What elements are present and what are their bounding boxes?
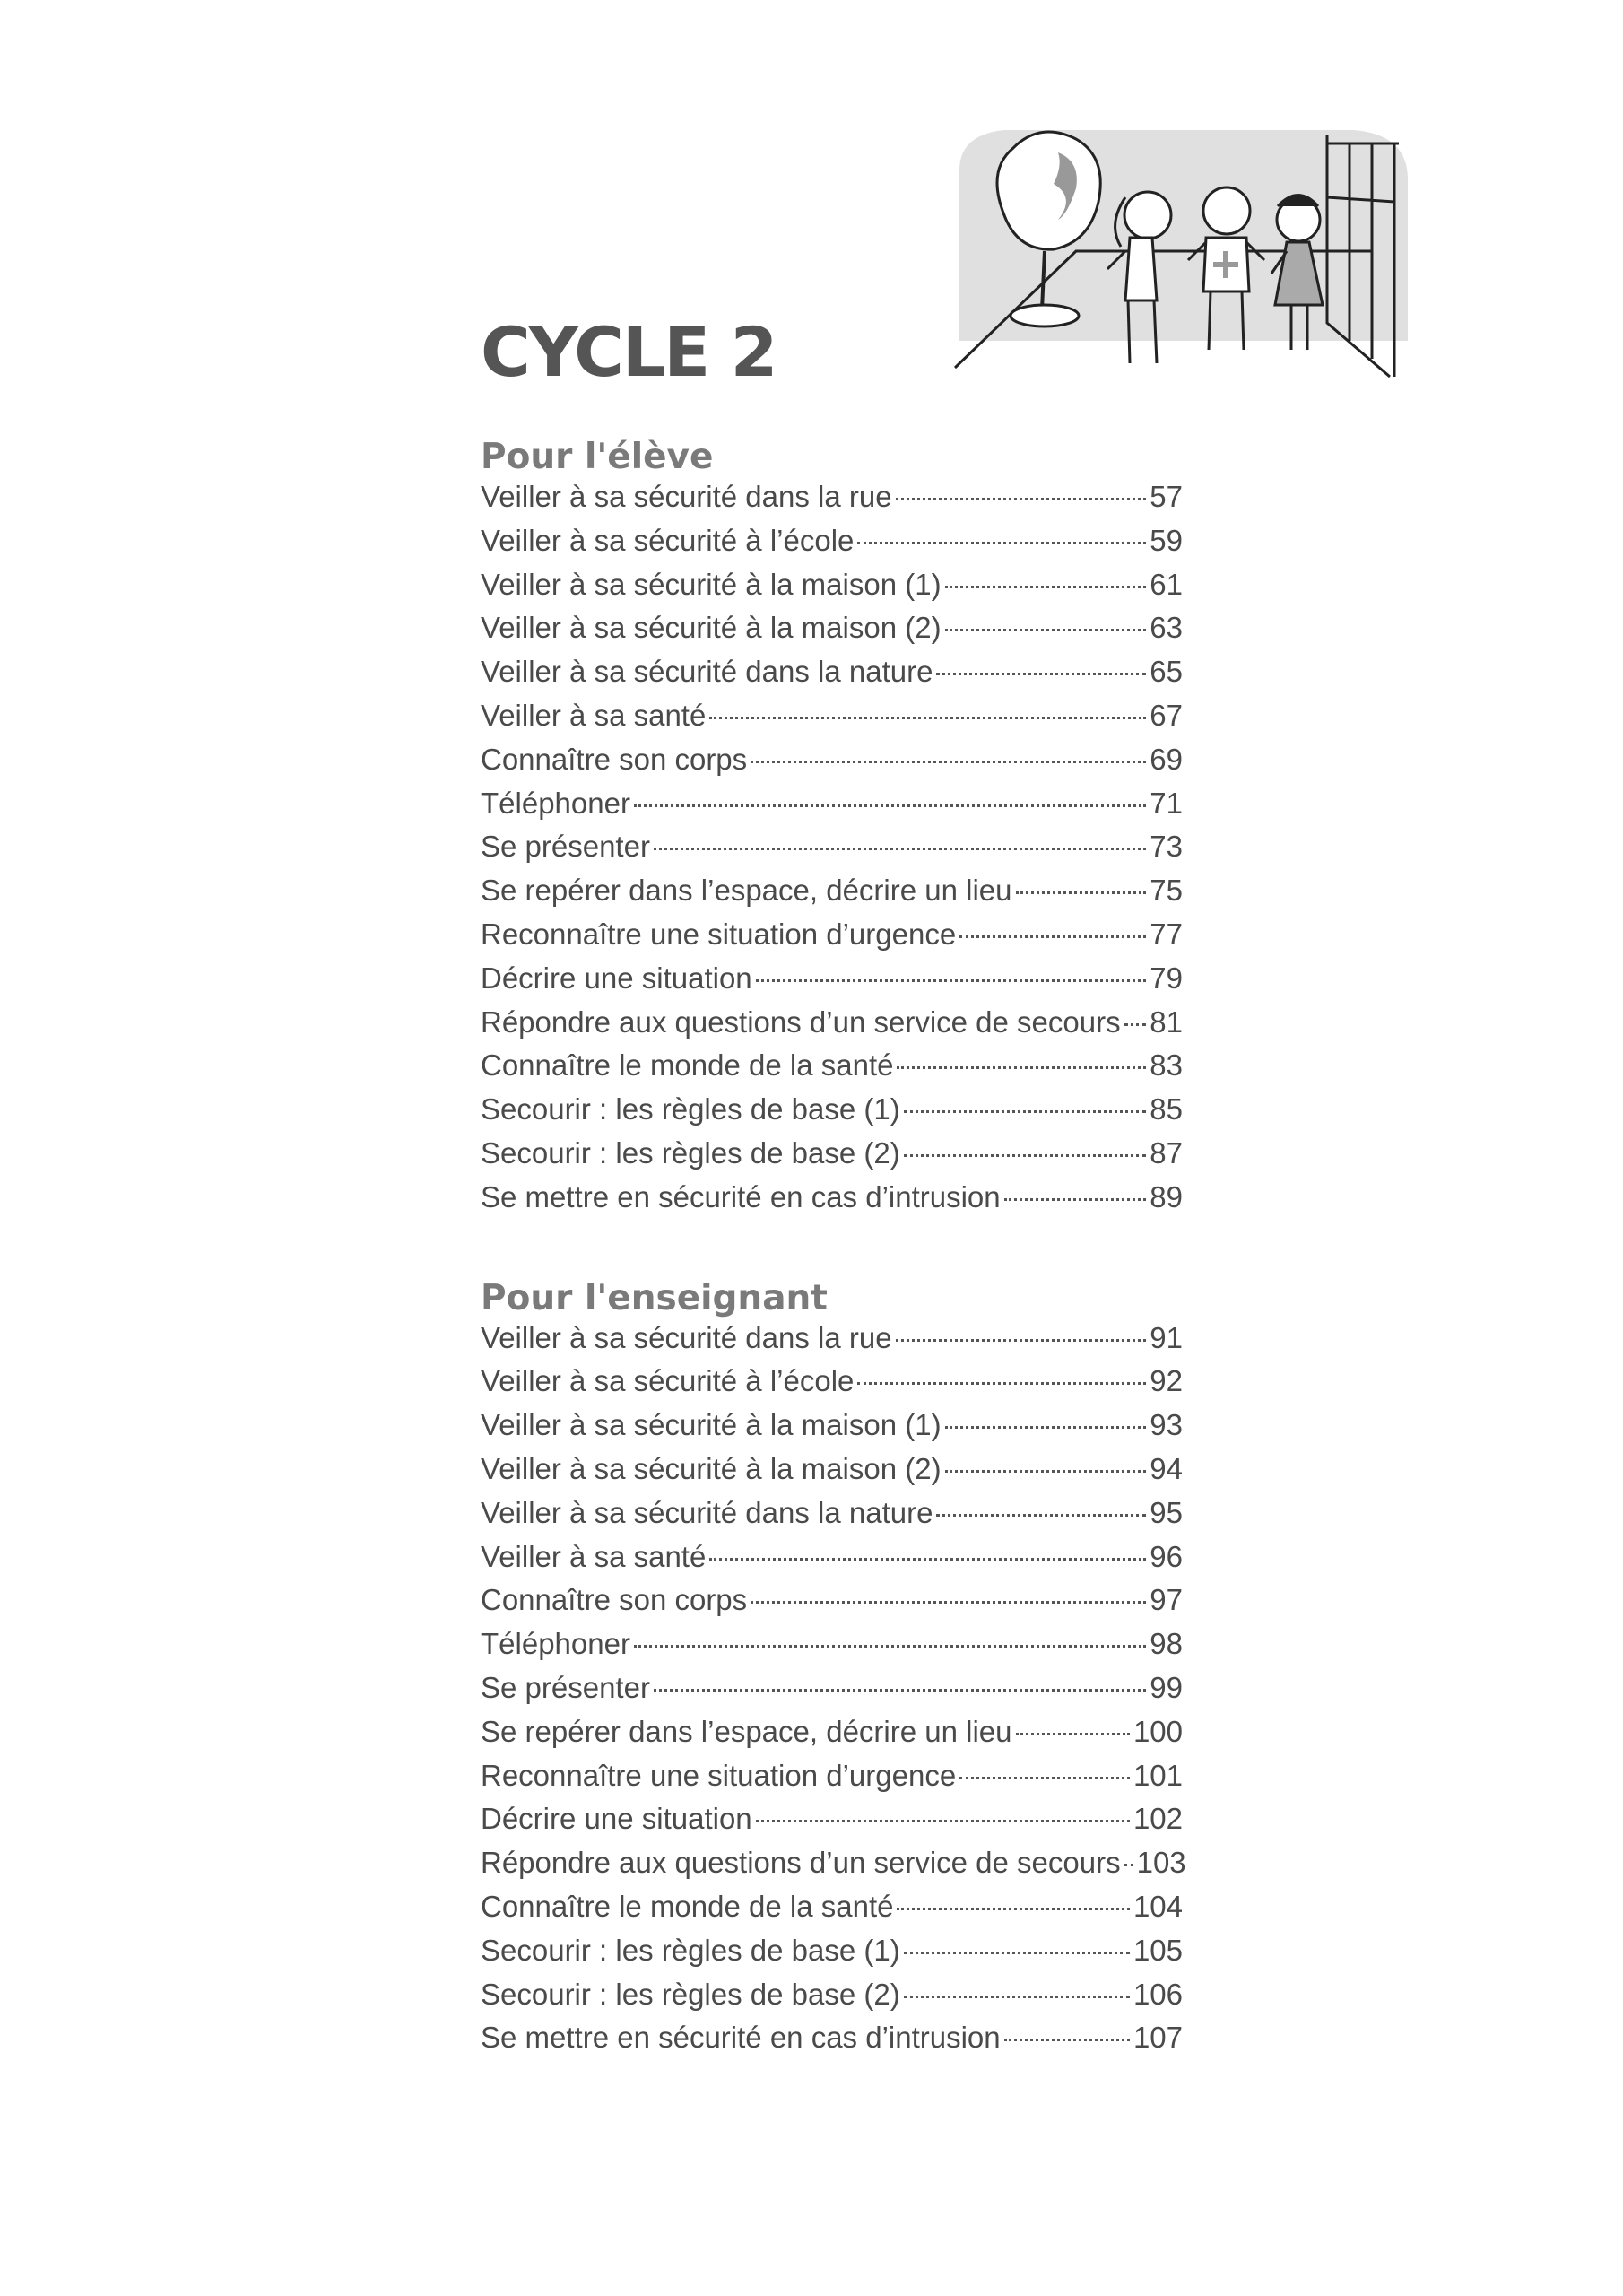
toc-entry-page: 73: [1150, 830, 1183, 864]
children-schoolyard-illustration: [942, 117, 1426, 404]
dot-leader: [945, 1426, 1147, 1429]
dot-leader: [857, 1382, 1146, 1385]
dot-leader: [1124, 1864, 1133, 1866]
toc-entry-label: Veiller à sa sécurité à la maison (1): [481, 1408, 942, 1442]
toc-entry[interactable]: [481, 1759, 1183, 1803]
toc-entry-page: 75: [1150, 874, 1183, 908]
toc-entry-label: Répondre aux questions d’un service de secours: [481, 1846, 1121, 1880]
toc-entry-label: Veiller à sa sécurité dans la rue: [481, 480, 892, 513]
toc-entry-page: 95: [1150, 1495, 1183, 1529]
toc-entry-label: Se mettre en sécurité en cas d’intrusion: [481, 1179, 1001, 1213]
toc-entry-label: Répondre aux questions d’un service de secours: [481, 1004, 1121, 1039]
toc-entry[interactable]: [481, 699, 1183, 743]
toc-entry-label: Connaître son corps: [481, 1583, 748, 1617]
toc-entry[interactable]: [481, 1092, 1183, 1136]
toc-entry-label: Se présenter: [481, 830, 650, 864]
toc-entry[interactable]: [481, 830, 1183, 874]
toc-entry[interactable]: [481, 1005, 1183, 1049]
toc-entry-label: Veiller à sa santé: [481, 1539, 707, 1573]
dot-leader: [896, 1339, 1147, 1342]
toc-entry-page: 107: [1133, 2021, 1183, 2055]
dot-leader: [709, 717, 1146, 719]
toc-entry[interactable]: [481, 1846, 1186, 1890]
section-heading-enseignant: Pour l'enseignant: [481, 1277, 828, 1318]
toc-entry[interactable]: [481, 1180, 1183, 1224]
dot-leader: [1124, 1023, 1147, 1026]
dot-leader: [751, 761, 1146, 763]
toc-entry-label: Connaître le monde de la santé: [481, 1048, 894, 1083]
dot-leader: [1016, 1733, 1130, 1735]
toc-entry-page: 79: [1150, 961, 1183, 995]
page-title: CYCLE 2: [481, 312, 777, 392]
toc-entry[interactable]: [481, 1364, 1183, 1408]
toc-entry-page: 98: [1150, 1627, 1183, 1661]
dot-leader: [945, 586, 1147, 588]
toc-entry[interactable]: [481, 787, 1183, 831]
table-of-contents: [481, 435, 1186, 2065]
dot-leader: [1004, 1198, 1147, 1201]
toc-entry-page: 104: [1133, 1889, 1183, 1923]
toc-entry-page: 87: [1150, 1135, 1183, 1170]
toc-entry-page: 105: [1133, 1933, 1183, 1967]
toc-entry-page: 65: [1150, 655, 1183, 689]
toc-entry-label: Veiller à sa sécurité à la maison (2): [481, 1451, 942, 1485]
dot-leader: [904, 1110, 1147, 1113]
toc-entry-page: 101: [1133, 1758, 1183, 1792]
dot-leader: [959, 935, 1146, 938]
toc-entry[interactable]: [481, 611, 1183, 655]
toc-entry[interactable]: [481, 1048, 1183, 1092]
dot-leader: [897, 1066, 1146, 1069]
toc-entry[interactable]: [481, 1802, 1183, 1846]
dot-leader: [945, 1470, 1147, 1473]
dot-leader: [904, 1952, 1130, 1954]
toc-entry-label: Secourir : les règles de base (2): [481, 1977, 900, 2011]
toc-entry-label: Veiller à sa sécurité à l’école: [481, 1364, 855, 1398]
dot-leader: [945, 629, 1147, 631]
toc-entry[interactable]: [481, 1627, 1183, 1671]
dot-leader: [896, 498, 1147, 500]
toc-entry-label: Connaître le monde de la santé: [481, 1889, 894, 1923]
dot-leader: [634, 804, 1146, 807]
toc-entry-page: 59: [1150, 523, 1183, 557]
toc-entry[interactable]: [481, 874, 1183, 918]
toc-entry[interactable]: [481, 1136, 1183, 1180]
toc-entry-label: Secourir : les règles de base (1): [481, 1092, 900, 1126]
toc-entry[interactable]: [481, 1540, 1183, 1584]
toc-entry[interactable]: [481, 1452, 1183, 1496]
dot-leader: [959, 1777, 1130, 1779]
toc-entry-page: 91: [1150, 1320, 1183, 1354]
toc-entry-page: 97: [1150, 1583, 1183, 1617]
toc-entry-page: 94: [1150, 1451, 1183, 1485]
toc-entry-page: 103: [1136, 1846, 1186, 1880]
dot-leader: [751, 1601, 1146, 1604]
toc-entry-label: Secourir : les règles de base (1): [481, 1933, 900, 1967]
dot-leader: [634, 1645, 1146, 1648]
toc-entry[interactable]: [481, 1583, 1183, 1627]
toc-entry-page: 89: [1150, 1179, 1183, 1213]
toc-entry-page: 93: [1150, 1408, 1183, 1442]
toc-entry[interactable]: [481, 1408, 1183, 1452]
dot-leader: [936, 673, 1146, 675]
dot-leader: [654, 1689, 1146, 1692]
dot-leader: [1004, 2039, 1130, 2041]
toc-entry-page: 106: [1133, 1977, 1183, 2011]
toc-entry-page: 57: [1150, 480, 1183, 513]
toc-entry-page: 81: [1150, 1004, 1183, 1039]
dot-leader: [756, 1820, 1130, 1822]
toc-entry[interactable]: [481, 1715, 1183, 1759]
toc-entry-page: 83: [1150, 1048, 1183, 1083]
toc-entry-label: Se repérer dans l’espace, décrire un lieu: [481, 874, 1012, 908]
toc-entry-label: Veiller à sa sécurité à la maison (1): [481, 567, 942, 601]
dot-leader: [897, 1908, 1129, 1910]
toc-list-eleve: [481, 480, 1183, 1224]
toc-entry[interactable]: [481, 1671, 1183, 1715]
toc-entry-page: 99: [1150, 1670, 1183, 1704]
toc-entry-label: Connaître son corps: [481, 742, 748, 776]
dot-leader: [756, 979, 1147, 982]
toc-entry-label: Téléphoner: [481, 1627, 630, 1661]
dot-leader: [1016, 891, 1147, 894]
toc-entry[interactable]: [481, 918, 1183, 961]
toc-entry[interactable]: [481, 568, 1183, 612]
dot-leader: [654, 848, 1146, 850]
toc-entry[interactable]: [481, 743, 1183, 787]
toc-entry-label: Se présenter: [481, 1670, 650, 1704]
toc-entry[interactable]: [481, 1321, 1183, 1365]
toc-entry-label: Veiller à sa sécurité dans la nature: [481, 655, 933, 689]
toc-entry-label: Veiller à sa sécurité dans la rue: [481, 1320, 892, 1354]
toc-entry-label: Veiller à sa sécurité dans la nature: [481, 1495, 933, 1529]
toc-entry-page: 77: [1150, 917, 1183, 951]
toc-entry-label: Reconnaître une situation d’urgence: [481, 1758, 957, 1792]
toc-entry-label: Décrire une situation: [481, 1802, 752, 1836]
toc-entry-label: Décrire une situation: [481, 961, 752, 995]
toc-entry-label: Téléphoner: [481, 786, 630, 820]
dot-leader: [904, 1996, 1130, 1998]
toc-entry[interactable]: [481, 1890, 1183, 1934]
toc-entry[interactable]: [481, 961, 1183, 1005]
toc-entry-label: Se repérer dans l’espace, décrire un lieu: [481, 1714, 1012, 1748]
toc-entry-label: Veiller à sa sécurité à la maison (2): [481, 611, 942, 645]
dot-leader: [936, 1514, 1146, 1517]
toc-entry-page: 69: [1150, 742, 1183, 776]
toc-entry-label: Se mettre en sécurité en cas d’intrusion: [481, 2021, 1001, 2055]
toc-entry[interactable]: [481, 480, 1183, 524]
toc-list-enseignant: [481, 1320, 1186, 2066]
toc-entry-label: Veiller à sa sécurité à l’école: [481, 523, 855, 557]
toc-entry[interactable]: [481, 1496, 1183, 1540]
toc-entry-page: 67: [1150, 698, 1183, 732]
toc-entry[interactable]: [481, 1978, 1183, 2022]
toc-entry-page: 100: [1133, 1714, 1183, 1748]
toc-entry-label: Secourir : les règles de base (2): [481, 1135, 900, 1170]
toc-entry-page: 63: [1150, 611, 1183, 645]
toc-entry-page: 85: [1150, 1092, 1183, 1126]
section-heading-eleve: Pour l'élève: [481, 437, 714, 477]
toc-entry-page: 92: [1150, 1364, 1183, 1398]
toc-entry-page: 96: [1150, 1539, 1183, 1573]
toc-entry[interactable]: [481, 655, 1183, 699]
toc-entry[interactable]: [481, 524, 1183, 568]
toc-entry-page: 61: [1150, 567, 1183, 601]
toc-entry-label: Reconnaître une situation d’urgence: [481, 917, 957, 951]
toc-entry[interactable]: [481, 2021, 1183, 2065]
toc-entry-label: Veiller à sa santé: [481, 698, 707, 732]
toc-entry-page: 71: [1150, 786, 1183, 820]
dot-leader: [709, 1558, 1146, 1561]
dot-leader: [857, 542, 1146, 544]
toc-entry[interactable]: [481, 1934, 1183, 1978]
dot-leader: [904, 1154, 1147, 1157]
toc-entry-page: 102: [1133, 1802, 1183, 1836]
